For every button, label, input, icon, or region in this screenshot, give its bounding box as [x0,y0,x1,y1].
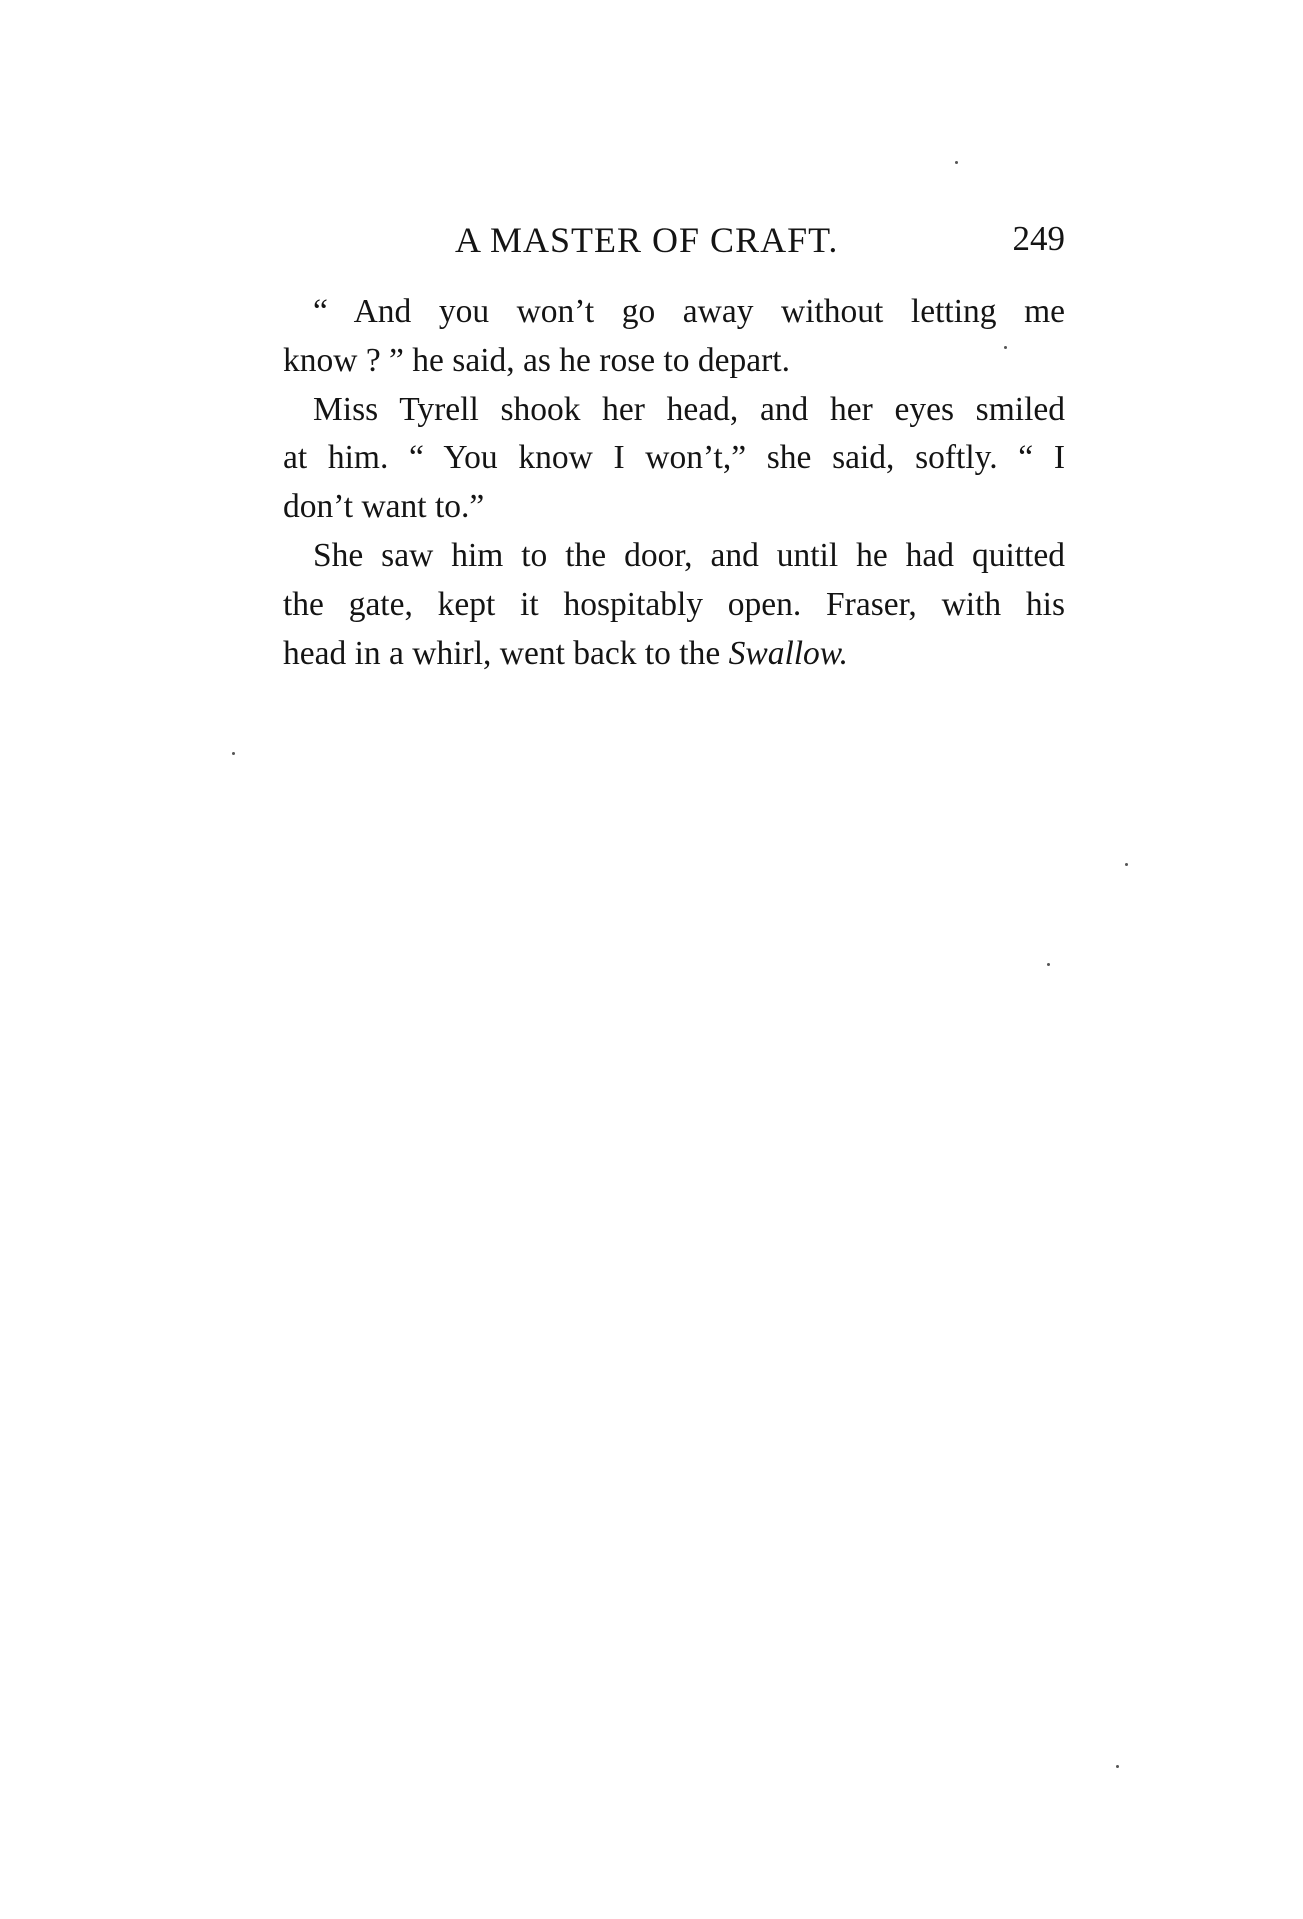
scan-speck [1004,346,1007,349]
scan-speck [1047,963,1050,966]
ship-name: Swallow. [728,634,849,672]
scan-speck [232,752,235,755]
text-line: “ And you won’t go away without letting me [313,293,1065,330]
text-line: Miss Tyrell shook her head, and her eyes smiled [313,390,1065,428]
text-line: at him. “ You know I won’t,” she said, softly. “ I [283,439,1065,477]
text-line: the gate, kept it hospitably open. Fraser, with his [283,585,1065,623]
running-title: A MASTER OF CRAFT. [455,220,839,260]
text-line-last [283,630,1065,679]
text-line: know ? ” he said, as he rose to depart. [283,341,790,379]
body-text [283,288,1065,678]
scan-speck [1125,863,1128,866]
page-number: 249 [1012,219,1065,258]
scan-speck [1116,1765,1119,1768]
scan-speck [955,161,958,164]
running-head [283,219,1065,269]
text-line: She saw him to the door, and until he had quitted [313,536,1065,574]
text-line-start: head in a whirl, went back to the [283,634,729,672]
text-line: don’t want to.” [283,488,485,526]
